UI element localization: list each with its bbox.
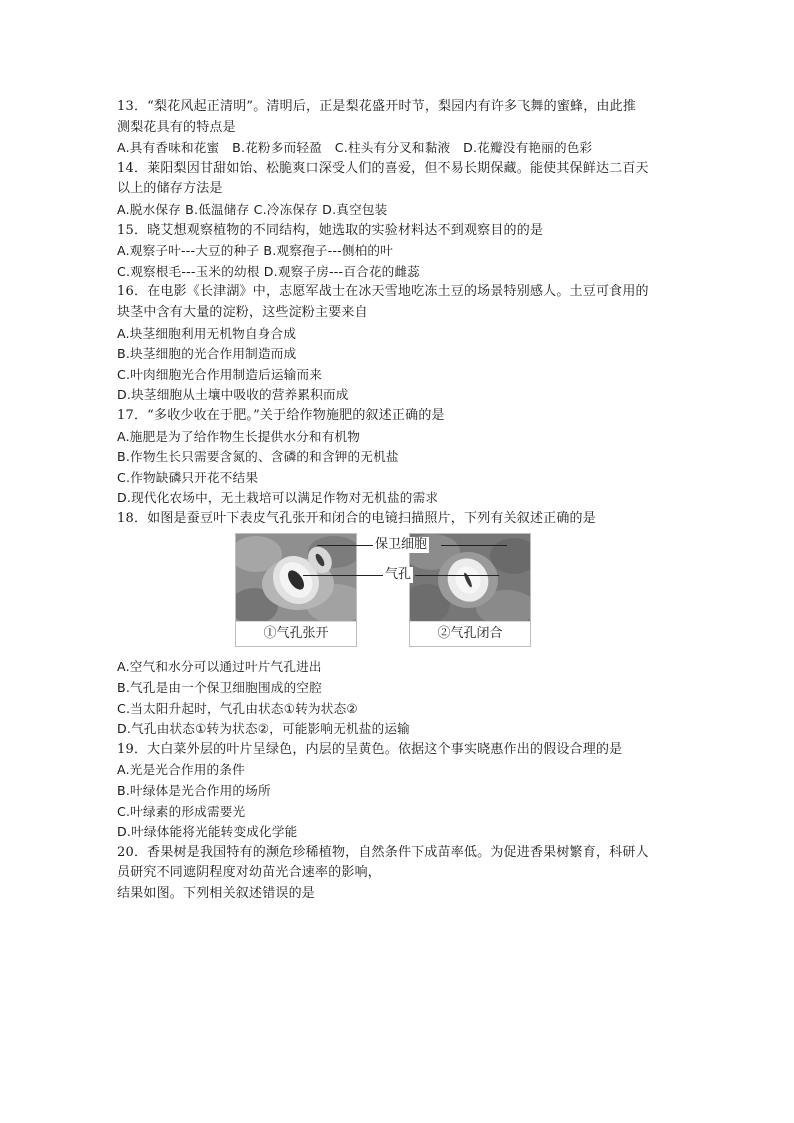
- q19-option-c: C.叶绿素的形成需要光: [117, 803, 246, 819]
- q16-option-d: D.块茎细胞从土壤中吸收的营养累积而成: [117, 387, 349, 403]
- stoma-leader-line-right: [415, 575, 499, 576]
- q19-option-b: B.叶绿体是光合作用的场所: [117, 783, 271, 799]
- q16-stem-line1: 16．在电影《长津湖》中，志愿军战士在冰天雪地吃冻土豆的场景特别感人。土豆可食用的: [117, 284, 649, 300]
- q14-stem-line2: 以上的储存方法是: [117, 181, 223, 197]
- q20-stem-line3: 结果如图。下列相关叙述错误的是: [117, 886, 316, 901]
- q19-stem: 19．大白菜外层的叶片呈绿色，内层的呈黄色。依据这个事实晓惠作出的假设合理的是: [117, 741, 623, 757]
- q20-stem-line1: 20．香果树是我国特有的濒危珍稀植物，自然条件下成苗率低。为促进香果树繁育，科研人: [117, 844, 649, 860]
- guard-cell-leader-line: [317, 545, 375, 546]
- stoma-open-micrograph: [236, 534, 356, 622]
- q17-option-d: D.现代化农场中，无土栽培可以满足作物对无机盐的需求: [117, 490, 439, 506]
- q18-option-a: A.空气和水分可以通过叶片气孔进出: [117, 659, 322, 675]
- q18-option-d: D.气孔由状态①转为状态②，可能影响无机盐的运输: [117, 721, 410, 737]
- q13-stem-line2: 测梨花具有的特点是: [117, 119, 236, 135]
- q18-option-b: B.气孔是由一个保卫细胞围成的空腔: [117, 680, 322, 696]
- q17-option-a: A.施肥是为了给作物生长提供水分和有机物: [117, 428, 361, 444]
- q13-options: A.具有香味和花蜜 B.花粉多而轻盈 C.柱头有分叉和黏液 D.花瓣没有艳丽的色彩: [117, 140, 593, 156]
- q16-option-b: B.块茎细胞的光合作用制造而成: [117, 346, 297, 362]
- stoma-leader-line: [303, 575, 383, 576]
- q16-option-a: A.块茎细胞利用无机物自身合成: [117, 325, 297, 341]
- label-stoma: 气孔: [385, 567, 412, 583]
- q14-options: A.脱水保存 B.低温储存 C.冷冻保存 D.真空包装: [117, 201, 388, 217]
- q18-option-c: C.当太阳升起时，气孔由状态①转为状态②: [117, 700, 358, 716]
- q16-stem-line2: 块茎中含有大量的淀粉，这些淀粉主要来自: [117, 304, 368, 320]
- q19-option-a: A.光是光合作用的条件: [117, 762, 245, 778]
- q19-option-d: D.叶绿体能将光能转变成化学能: [117, 824, 298, 840]
- exam-page: [117, 97, 687, 905]
- caption-closed: ②气孔闭合: [410, 621, 530, 646]
- q17-stem: 17．“多收少收在于肥。”关于给作物施肥的叙述正确的是: [117, 407, 445, 423]
- stoma-open-photo: [235, 533, 357, 647]
- stomata-figure: [117, 533, 687, 651]
- q18-stem: 18．如图是蚕豆叶下表皮气孔张开和闭合的电镜扫描照片，下列有关叙述正确的是: [117, 510, 596, 526]
- q15-options-line2: C.观察根毛---玉米的幼根 D.观察子房---百合花的雌蕊: [117, 263, 421, 279]
- caption-open: ①气孔张开: [236, 621, 356, 646]
- q20-stem-line2: 员研究不同遮阴程度对幼苗光合速率的影响，: [117, 865, 382, 881]
- q13-stem-line1: 13．“梨花风起正清明”。清明后，正是梨花盛开时节，梨园内有许多飞舞的蜜蜂，由此推: [117, 99, 637, 114]
- q15-stem: 15．晓艾想观察植物的不同结构，她选取的实验材料达不到观察目的的是: [117, 222, 544, 238]
- label-guard-cell: 保卫细胞: [375, 537, 428, 553]
- q17-option-c: C.作物缺磷只开花不结果: [117, 469, 259, 485]
- q15-options-line1: A.观察子叶---大豆的种子 B.观察孢子---侧柏的叶: [117, 243, 394, 259]
- guard-cell-leader-line-right: [441, 545, 507, 546]
- q17-option-b: B.作物生长只需要含氮的、含磷的和含钾的无机盐: [117, 449, 399, 465]
- q14-stem-line1: 14．莱阳梨因甘甜如饴、松脆爽口深受人们的喜爱，但不易长期保藏。能使其保鲜达二百天: [117, 160, 649, 176]
- q16-option-c: C.叶肉细胞光合作用制造后运输而来: [117, 366, 323, 382]
